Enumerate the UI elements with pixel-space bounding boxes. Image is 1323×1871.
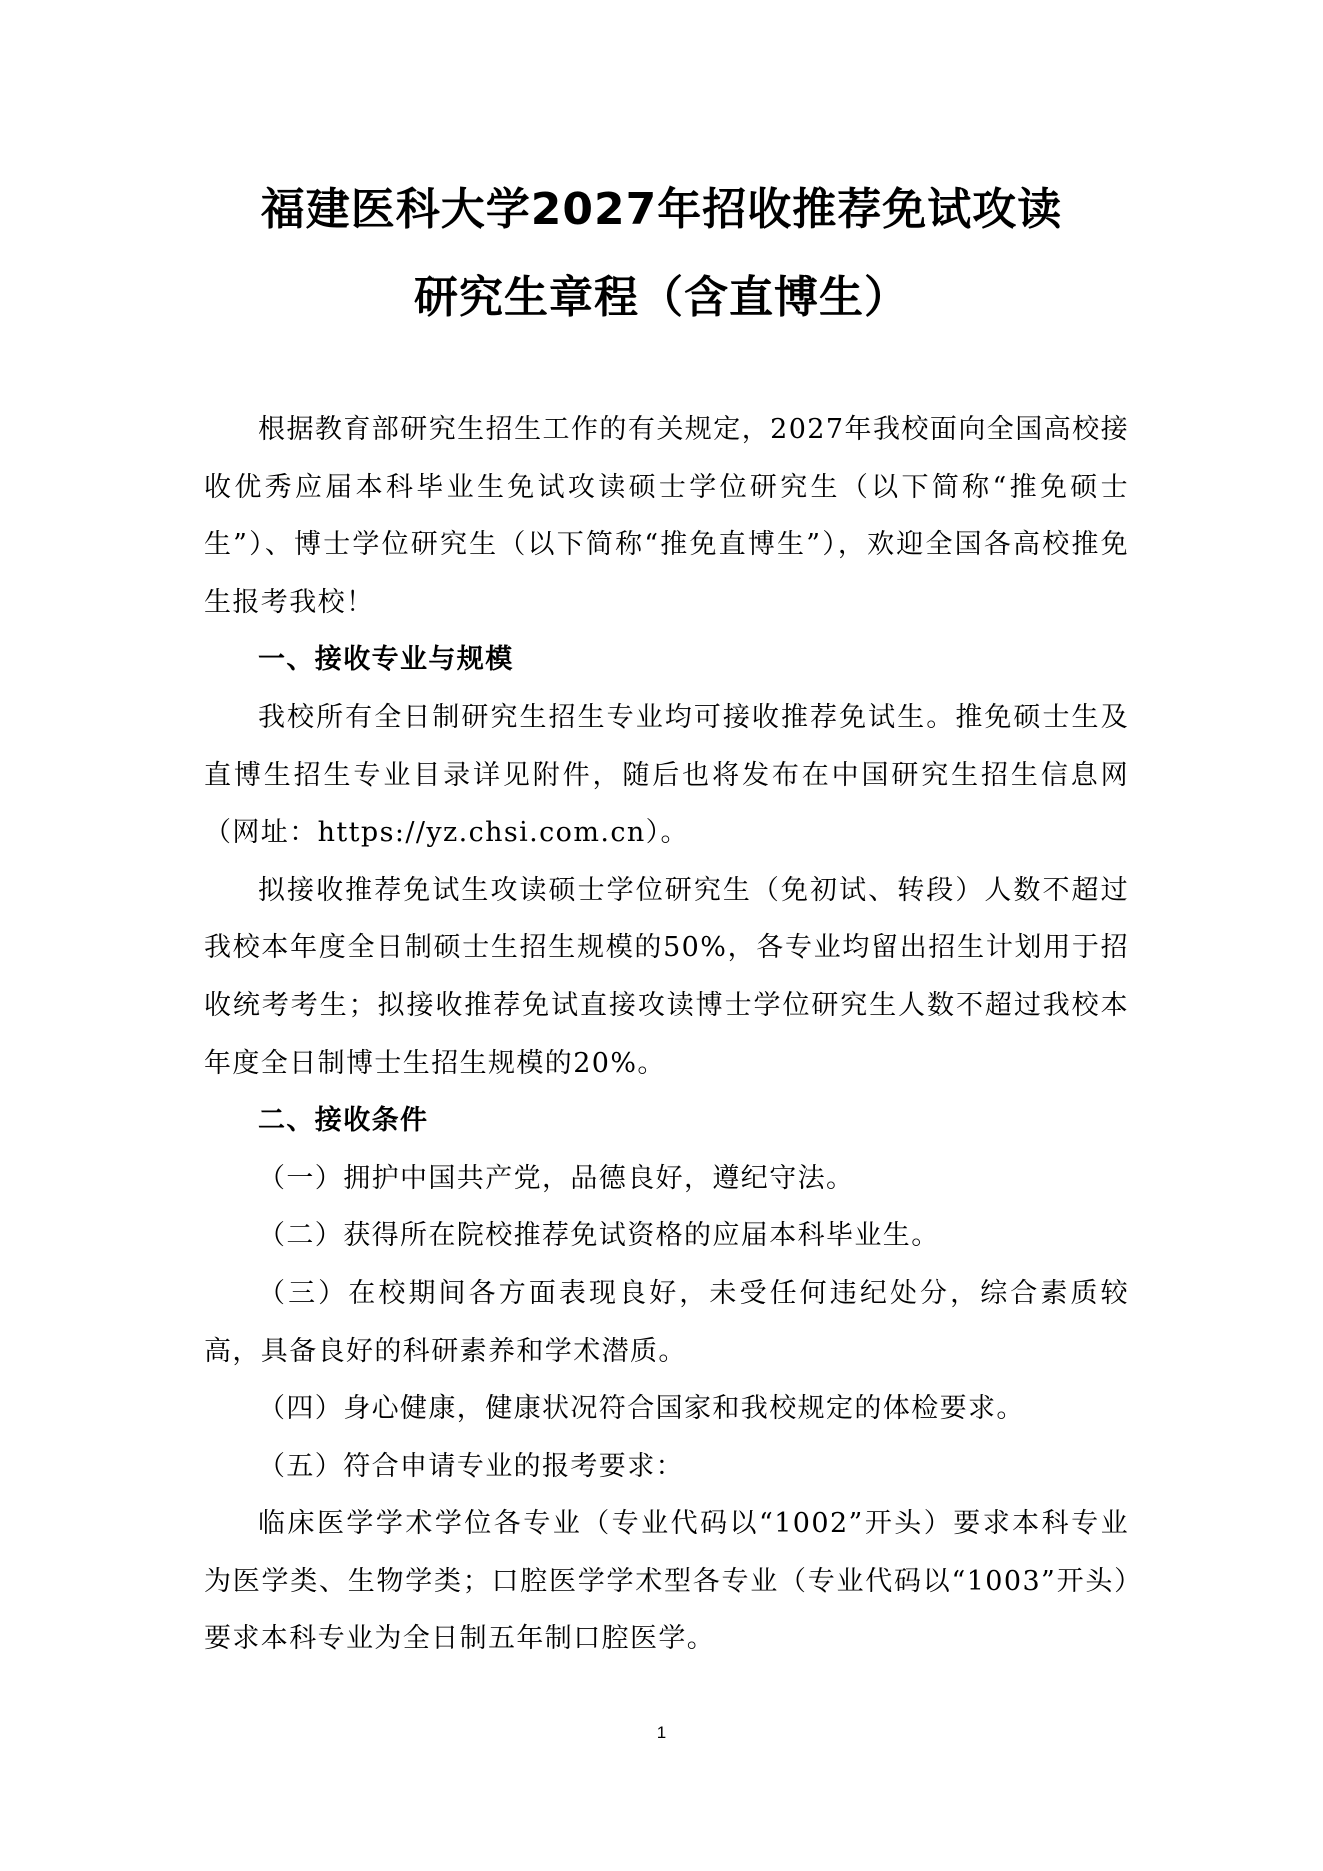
condition-2: （二）获得所在院校推荐免试资格的应届本科毕业生。 (258, 1220, 940, 1252)
section1-paragraph-2: 拟接收推荐免试生攻读硕士学位研究生（免初试、转段）人数不超过我校本年度全日制硕士生招生规模的50%，各专业均留出招生计划用于招收统考考生；拟接收推荐免试直接攻读博士学位研究生人数不超过我校本年度全日制博士生招生规模的20%。 (204, 874, 1129, 1079)
page-number: 1 (656, 1723, 667, 1742)
condition-3: （三）在校期间各方面表现良好，未受任何违纪处分，综合素质较高，具备良好的科研素养和学术潜质。 (204, 1277, 1129, 1367)
document-title-line2: 研究生章程（含直博生） (414, 272, 909, 323)
intro-paragraph: 根据教育部研究生招生工作的有关规定，2027年我校面向全国高校接收优秀应届本科毕业生免试攻读硕士学位研究生（以下简称“推免硕士生”）、博士学位研究生（以下简称“推免直博生”），欢迎全国各高校推免生报考我校！ (204, 414, 1129, 618)
condition-5: （五）符合申请专业的报考要求： (258, 1450, 684, 1482)
section2-heading: 二、接收条件 (258, 1105, 429, 1137)
condition-4: （四）身心健康，健康状况符合国家和我校规定的体检要求。 (258, 1393, 1025, 1425)
section1-paragraph-1: 我校所有全日制研究生招生专业均可接收推荐免试生。推免硕士生及直博生招生专业目录详见附件，随后也将发布在中国研究生招生信息网（网址：https://yz.chsi.com.cn）。 (204, 701, 1129, 849)
document-body (204, 401, 1129, 1668)
document-title-line1: 福建医科大学2027年招收推荐免试攻读 (260, 184, 1063, 235)
condition-5-detail: 临床医学学术学位各专业（专业代码以“1002”开头）要求本科专业为医学类、生物学类；口腔医学学术型各专业（专业代码以“1003”开头）要求本科专业为全日制五年制口腔医学。 (204, 1508, 1129, 1655)
condition-1: （一）拥护中国共产党，品德良好，遵纪守法。 (258, 1162, 855, 1194)
section1-heading: 一、接收专业与规模 (258, 644, 514, 676)
